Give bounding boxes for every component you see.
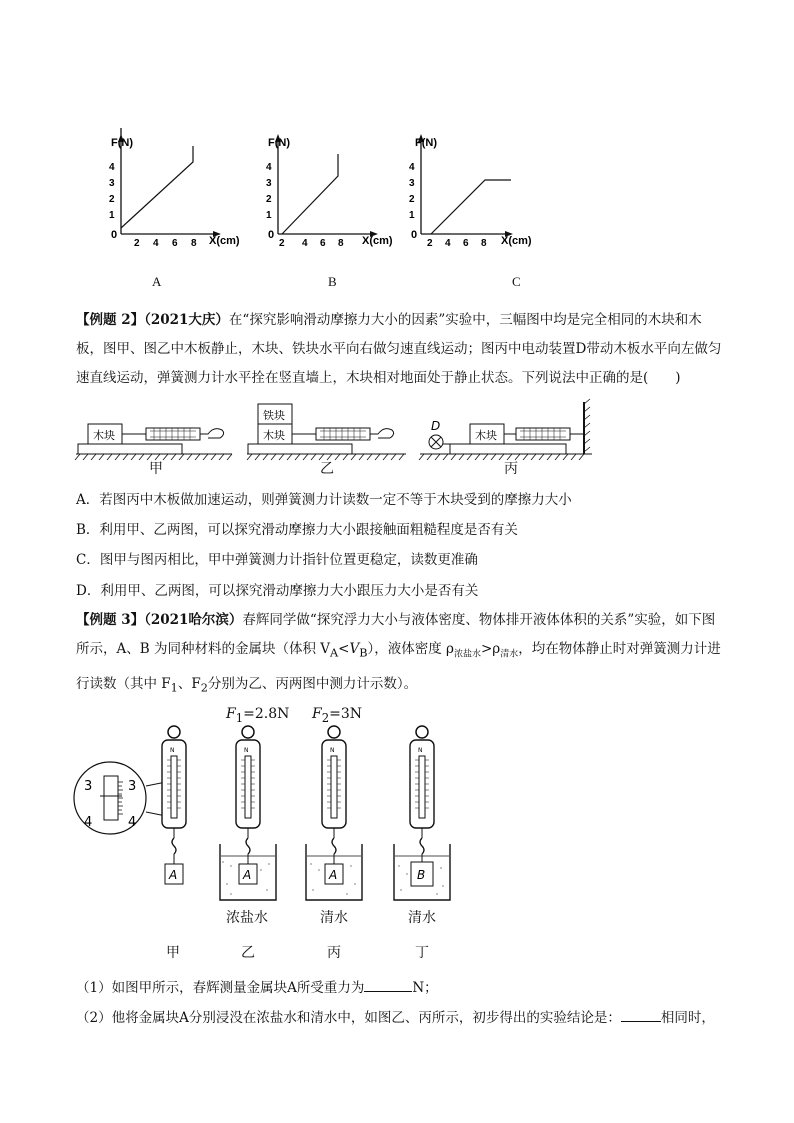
buoyancy-figure: [70, 724, 470, 918]
q2-text: （2）他将金属块A分别浸没在浓盐水和清水中，如图乙、丙所示，初步得出的实验结论是：: [76, 1010, 621, 1026]
graph-a: [105, 128, 255, 252]
x-tick: 6: [172, 238, 178, 248]
y-tick: 1: [409, 210, 415, 221]
fig-label-jia: 甲: [149, 461, 163, 477]
f2-value: =3N: [329, 706, 363, 722]
option-label-c: C: [512, 274, 521, 289]
example3-tag: 【例题 3】: [76, 612, 145, 628]
block-a: A: [169, 868, 178, 882]
x-tick: 8: [481, 238, 487, 248]
y-tick: 3: [409, 178, 415, 189]
rho-sub-2: 清水: [500, 649, 519, 660]
x-axis-label: X(cm): [501, 235, 532, 247]
x-axis-label: X(cm): [362, 235, 393, 247]
y-tick: 2: [109, 194, 115, 205]
scale-mark: 3: [84, 779, 93, 794]
device-label: D: [431, 419, 441, 433]
sub-a: A: [330, 646, 339, 660]
spring-scale-yi: [220, 726, 276, 900]
spring-scale-jia: [162, 726, 186, 884]
origin-label: 0: [111, 229, 118, 241]
y-tick: 2: [266, 194, 272, 205]
q1-answer-blank[interactable]: [364, 979, 412, 992]
y-axis-label: F(N): [268, 137, 290, 149]
block-label: 木块: [475, 429, 497, 442]
example3-source: （2021哈尔滨）: [144, 612, 243, 628]
y-tick: 3: [266, 178, 272, 189]
comma-f: 、F: [177, 675, 201, 692]
x-tick: 4: [445, 238, 451, 248]
y-axis-label: F(N): [415, 137, 437, 149]
option-a: A．若图丙中木板做加速运动，则弹簧测力计读数一定不等于木块受到的摩擦力大小: [76, 492, 572, 508]
f2-sub: 2: [321, 710, 330, 725]
block-a: A: [243, 868, 252, 882]
graph-b: [262, 128, 412, 252]
example2-text: 在“探究影响滑动摩擦力大小的因素”实验中，三幅图中均是完全相同的木块和木板，图甲、图乙中木板静止，木块、铁块水平向右做匀速直线运动；图丙中电动装置D带动木板水平向左做匀速直线运动，弹簧测力计水平拴在竖直墙上，木块相对地面处于静止状态。下列说法中正确的是( ): [76, 312, 722, 386]
q1-text: （1）如图甲所示，春辉测量金属块A所受重力为: [76, 980, 365, 996]
y-tick: 4: [409, 162, 415, 173]
fig3-label-bing: 丙: [327, 945, 341, 961]
block-label: 木块: [93, 429, 115, 442]
origin-label: 0: [268, 229, 275, 241]
q2-answer-blank[interactable]: [621, 1009, 661, 1022]
example3-text-1: 春辉同学做“探究浮力大小与液体密度、物体排开液体体积的关系”实验，如下图所示，A、B 为同种材料的金属块（体积 V: [76, 612, 716, 657]
fig-label-yi: 乙: [320, 461, 334, 477]
rho-gt: >ρ: [480, 641, 501, 657]
x-tick: 2: [134, 238, 140, 248]
scale-n: N: [330, 747, 335, 754]
f1-value: =2.8N: [243, 706, 290, 722]
iron-label: 铁块: [263, 409, 285, 422]
f1-symbol: F: [226, 706, 236, 722]
f1-label: [226, 706, 289, 725]
block-a: A: [329, 868, 338, 882]
graph-line: [431, 180, 511, 234]
x-tick: 8: [191, 238, 197, 248]
example3-text-4: 分别为乙、丙两图中测力计示数）。: [207, 675, 418, 692]
option-c: C．图甲与图丙相比，甲中弹簧测力计指针位置更稳定，读数更准确: [76, 552, 478, 568]
x-tick: 8: [338, 238, 344, 248]
example2-tag: 【例题 2】: [76, 312, 145, 328]
x-tick: 6: [463, 238, 469, 248]
graph-line: [282, 154, 338, 234]
f1-sub: 1: [235, 710, 244, 725]
scale-mark: 3: [128, 779, 137, 794]
example3-question: [76, 606, 726, 702]
y-tick: 1: [266, 210, 272, 221]
y-tick: 2: [409, 194, 415, 205]
option-label-b: B: [328, 274, 337, 289]
scale-mark: 4: [84, 815, 93, 830]
x-tick: 2: [427, 238, 433, 248]
question-2: [76, 1006, 715, 1026]
scale-mark: 4: [128, 815, 137, 830]
spring-scale-ding: [394, 726, 450, 900]
y-tick: 1: [109, 210, 115, 221]
example3-text-3: ，均在物体静止时对弹簧测力计进行读数（其中 F: [76, 641, 721, 692]
q2-text-after: 相同时，: [660, 1010, 715, 1026]
y-tick: 3: [109, 178, 115, 189]
y-tick: 4: [109, 162, 115, 173]
fig3-label-yi: 乙: [241, 945, 255, 961]
option-label-a: A: [152, 274, 162, 289]
example3-text-2: ），液体密度 ρ: [367, 641, 454, 657]
x-tick: 4: [153, 238, 159, 248]
spring-scale-bing: [306, 726, 362, 900]
option-d: D．利用甲、乙两图，可以探究滑动摩擦力大小跟压力大小是否有关: [76, 583, 479, 599]
block-b: B: [417, 868, 426, 882]
block-label: 木块: [263, 429, 285, 442]
sub-b: B: [359, 646, 368, 660]
f-sub-2: 2: [200, 681, 208, 695]
origin-label: 0: [411, 229, 418, 241]
question-1: [76, 976, 438, 996]
fig3-label-jia: 甲: [166, 945, 180, 961]
option-b: B．利用甲、乙两图，可以探究滑动摩擦力大小跟接触面粗糙程度是否有关: [76, 522, 518, 538]
liquid-label-bing: 清水: [320, 910, 348, 926]
y-tick: 4: [266, 162, 272, 173]
liquid-label-ding: 清水: [408, 910, 436, 926]
fig-label-bing: 丙: [504, 461, 518, 477]
x-tick: 2: [279, 238, 285, 248]
fig3-label-ding: 丁: [415, 945, 429, 961]
scale-n: N: [244, 747, 249, 754]
example2-question: [76, 306, 726, 393]
f2-symbol: F: [312, 706, 322, 722]
rho-sub-1: 浓盐水: [453, 649, 481, 660]
f-sub-1: 1: [170, 681, 178, 695]
scale-n: N: [418, 747, 423, 754]
liquid-label-yi: 浓盐水: [226, 910, 268, 926]
scale-n: N: [170, 747, 175, 754]
x-tick: 4: [302, 238, 308, 248]
x-axis-label: X(cm): [209, 235, 240, 247]
y-axis-label: F(N): [111, 137, 133, 149]
q1-unit: N；: [412, 980, 438, 996]
x-tick: 6: [320, 238, 326, 248]
graph-c: [405, 128, 555, 252]
example2-source: （2021大庆）: [144, 312, 229, 328]
f2-label: [312, 706, 362, 725]
graph-line: [121, 146, 193, 228]
v-lt: <V: [338, 641, 360, 657]
